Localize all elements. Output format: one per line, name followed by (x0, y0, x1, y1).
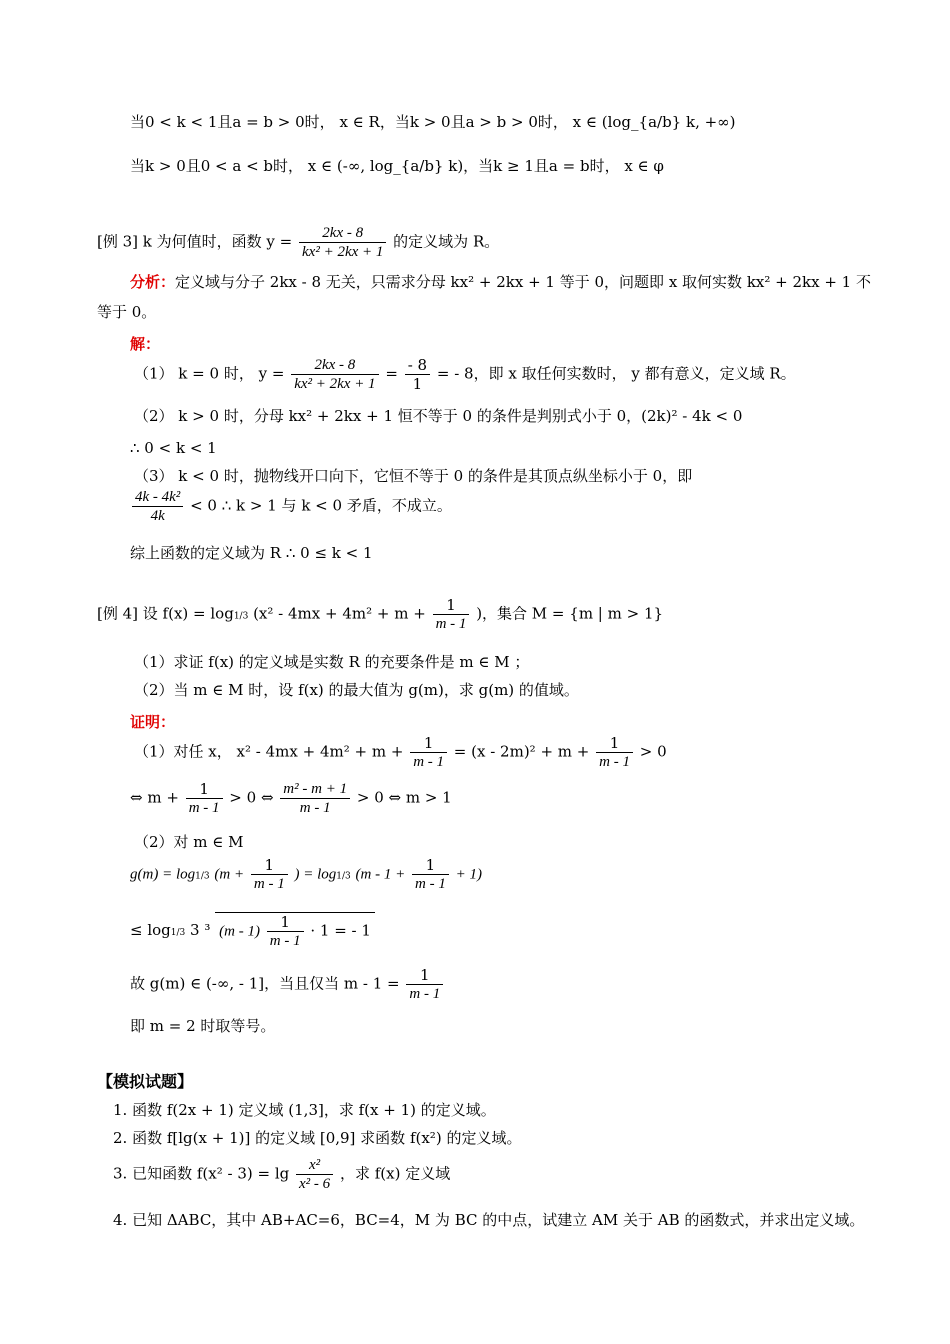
ex3-case-1 (134, 356, 796, 393)
q3-frac-den: x² - 6 (299, 1176, 331, 1192)
ex4-stmt-c: )，集合 M = {m | m > 1} (476, 604, 664, 623)
ex3-stmt-a: [例 3] k 为何值时，函数 y = (97, 232, 293, 251)
ex3-statement (97, 224, 499, 261)
ex3-frac-num: 2kx - 8 (299, 224, 386, 243)
ex4-frac (433, 596, 470, 633)
ineq-a: ≤ log (130, 921, 171, 939)
ineq-c: (m - 1) (219, 923, 260, 940)
s1-b: = - 8，即 x 取任何实数时， y 都有意义，定义域 R。 (436, 364, 796, 383)
practice-heading: 【模拟试题】 (97, 1072, 194, 1091)
proof-step-1 (134, 734, 667, 771)
g-c: ) = log (294, 866, 337, 883)
q3-b: ，求 f(x) 定义域 (339, 1164, 451, 1183)
p2-frac-num: 1 (186, 780, 223, 799)
ineq-b: 3 ³ (190, 921, 211, 939)
g-frac-1 (251, 856, 288, 893)
ex4-question-1: （1）求证 f(x) 的定义域是实数 R 的充要条件是 m ∈ M ； (134, 653, 530, 671)
practice-q2: 2. 函数 f[lg(x + 1)] 的定义域 [0,9] 求函数 f(x²) 的定义域。 (113, 1129, 522, 1147)
p1-c: > 0 (639, 742, 667, 761)
ex3-case-3: （3） k < 0 时，抛物线开口向下，它恒不等于 0 的条件是其顶点纵坐标小于 0，即 (134, 467, 693, 485)
g-d: (m - 1 + (355, 866, 406, 883)
so-frac-num: 1 (406, 966, 443, 985)
p1-frac (410, 734, 447, 771)
g-frac-2-num: 1 (412, 856, 449, 875)
ex3-fraction (299, 224, 386, 261)
ex4-stmt-b: (x² - 4mx + 4m² + m + (253, 604, 426, 623)
g-e: + 1) (455, 866, 483, 883)
ex3-case-3-ineq (130, 488, 452, 525)
g-frac-1-den: m - 1 (253, 876, 285, 892)
q3-frac-num: x² (296, 1156, 333, 1175)
ex3-analysis (130, 272, 871, 292)
p1-frac-2-num: 1 (596, 734, 633, 753)
ex3-stmt-b: 的定义域为 R。 (393, 232, 500, 251)
ex3-case-2-result: ∴ 0 < k < 1 (130, 439, 217, 457)
p1-frac-num: 1 (410, 734, 447, 753)
case-line-1: 当0 < k < 1且a = b > 0时， x ∈ R，当k > 0且a > b > 0时， x ∈ (log_{a/b} k, +∞) (130, 113, 736, 131)
g-frac-2-den: m - 1 (415, 876, 446, 892)
g-inequality (130, 912, 375, 950)
p2-a: ⇔ m + (130, 788, 179, 807)
s1-frac-2-num: - 8 (405, 356, 430, 375)
s3-frac-den: 4k (150, 508, 165, 524)
s1-a: （1） k = 0 时， y = (134, 364, 285, 383)
ex4-frac-num: 1 (433, 596, 470, 615)
s1-frac-2-den: 1 (412, 375, 423, 393)
equality-condition: 即 m = 2 时取等号。 (130, 1017, 276, 1035)
s3-frac-num: 4k - 4k² (132, 488, 183, 507)
p2-frac (186, 780, 223, 817)
p1-frac-2-den: m - 1 (599, 754, 630, 770)
p2-frac-2 (280, 780, 350, 817)
s1-frac-1 (291, 356, 378, 393)
ex3-analysis-cont: 等于 0。 (97, 303, 157, 321)
s3-frac (132, 488, 183, 525)
ex3-case-2: （2） k > 0 时，分母 kx² + 2kx + 1 恒不等于 0 的条件是判别式小于 0，(2k)² - 4k < 0 (134, 407, 743, 425)
so-frac (406, 966, 443, 1003)
g-frac-2 (412, 856, 449, 893)
p2-frac-2-num: m² - m + 1 (280, 780, 350, 799)
solution-label: 解： (130, 335, 161, 353)
ex3-frac-den: kx² + 2kx + 1 (302, 244, 384, 260)
g-frac-1-num: 1 (251, 856, 288, 875)
ex4-log-base: 1/3 (233, 611, 249, 622)
ex4-stmt-a: [例 4] 设 f(x) = log (97, 604, 234, 623)
proof-step-3: （2）对 m ∈ M (134, 833, 244, 851)
g-range (130, 966, 445, 1003)
so-a: 故 g(m) ∈ (-∞, - 1]，当且仅当 m - 1 = (130, 974, 400, 993)
ineq-frac-num: 1 (267, 913, 304, 932)
p1-b: = (x - 2m)² + m + (453, 742, 590, 761)
practice-q1: 1. 函数 f(2x + 1) 定义域 (1,3]，求 f(x + 1) 的定义域。 (113, 1101, 496, 1119)
ex3-conclusion: 综上函数的定义域为 R ∴ 0 ≤ k < 1 (130, 544, 373, 562)
cube-root (215, 912, 375, 950)
p1-frac-2 (596, 734, 633, 771)
g-b: (m + (214, 866, 245, 883)
ineq-d: · 1 = - 1 (310, 921, 371, 940)
practice-q3 (113, 1156, 450, 1193)
ex4-question-2: （2）当 m ∈ M 时，设 f(x) 的最大值为 g(m)，求 g(m) 的值域。 (134, 681, 579, 699)
s1-frac-1-den: kx² + 2kx + 1 (294, 376, 376, 392)
p2-frac-den: m - 1 (188, 800, 220, 816)
ex4-statement (97, 596, 663, 633)
q3-frac (296, 1156, 333, 1193)
s1-frac-2 (405, 356, 430, 393)
g-base-1: 1/3 (195, 871, 210, 882)
q3-a: 3. 已知函数 f(x² - 3) = lg (113, 1164, 290, 1183)
ineq-frac-den: m - 1 (269, 933, 301, 949)
analysis-label: 分析： (130, 273, 176, 291)
p2-b: > 0 ⇔ (229, 788, 274, 807)
g-base-2: 1/3 (336, 871, 351, 882)
s1-eq: = (385, 364, 398, 383)
case-line-2: 当k > 0且0 < a < b时， x ∈ (-∞, log_{a/b} k)，当k ≥ 1且a = b时， x ∈ φ (130, 157, 664, 175)
s3-b: < 0 ∴ k > 1 与 k < 0 矛盾，不成立。 (190, 496, 452, 515)
p1-a: （1）对任 x， x² - 4mx + 4m² + m + (134, 742, 404, 761)
practice-q4: 4. 已知 ΔABC，其中 AB+AC=6，BC=4，M 为 BC 的中点，试建立 AM 关于 AB 的函数式，并求出定义域。 (113, 1211, 865, 1229)
s1-frac-1-num: 2kx - 8 (291, 356, 378, 375)
g-derivation (130, 856, 482, 893)
proof-label: 证明： (130, 713, 176, 731)
proof-step-2 (130, 780, 452, 817)
ex4-frac-den: m - 1 (435, 616, 467, 632)
ineq-frac (267, 913, 304, 950)
g-a: g(m) = log (130, 866, 196, 883)
analysis-text: 定义域与分子 2kx - 8 无关，只需求分母 kx² + 2kx + 1 等于 0，问题即 x 取何实数 kx² + 2kx + 1 不 (175, 273, 871, 291)
p2-frac-2-den: m - 1 (299, 800, 331, 816)
p2-c: > 0 ⇔ m > 1 (356, 788, 452, 807)
ineq-base: 1/3 (170, 928, 186, 938)
p1-frac-den: m - 1 (413, 754, 445, 770)
so-frac-den: m - 1 (409, 986, 441, 1002)
